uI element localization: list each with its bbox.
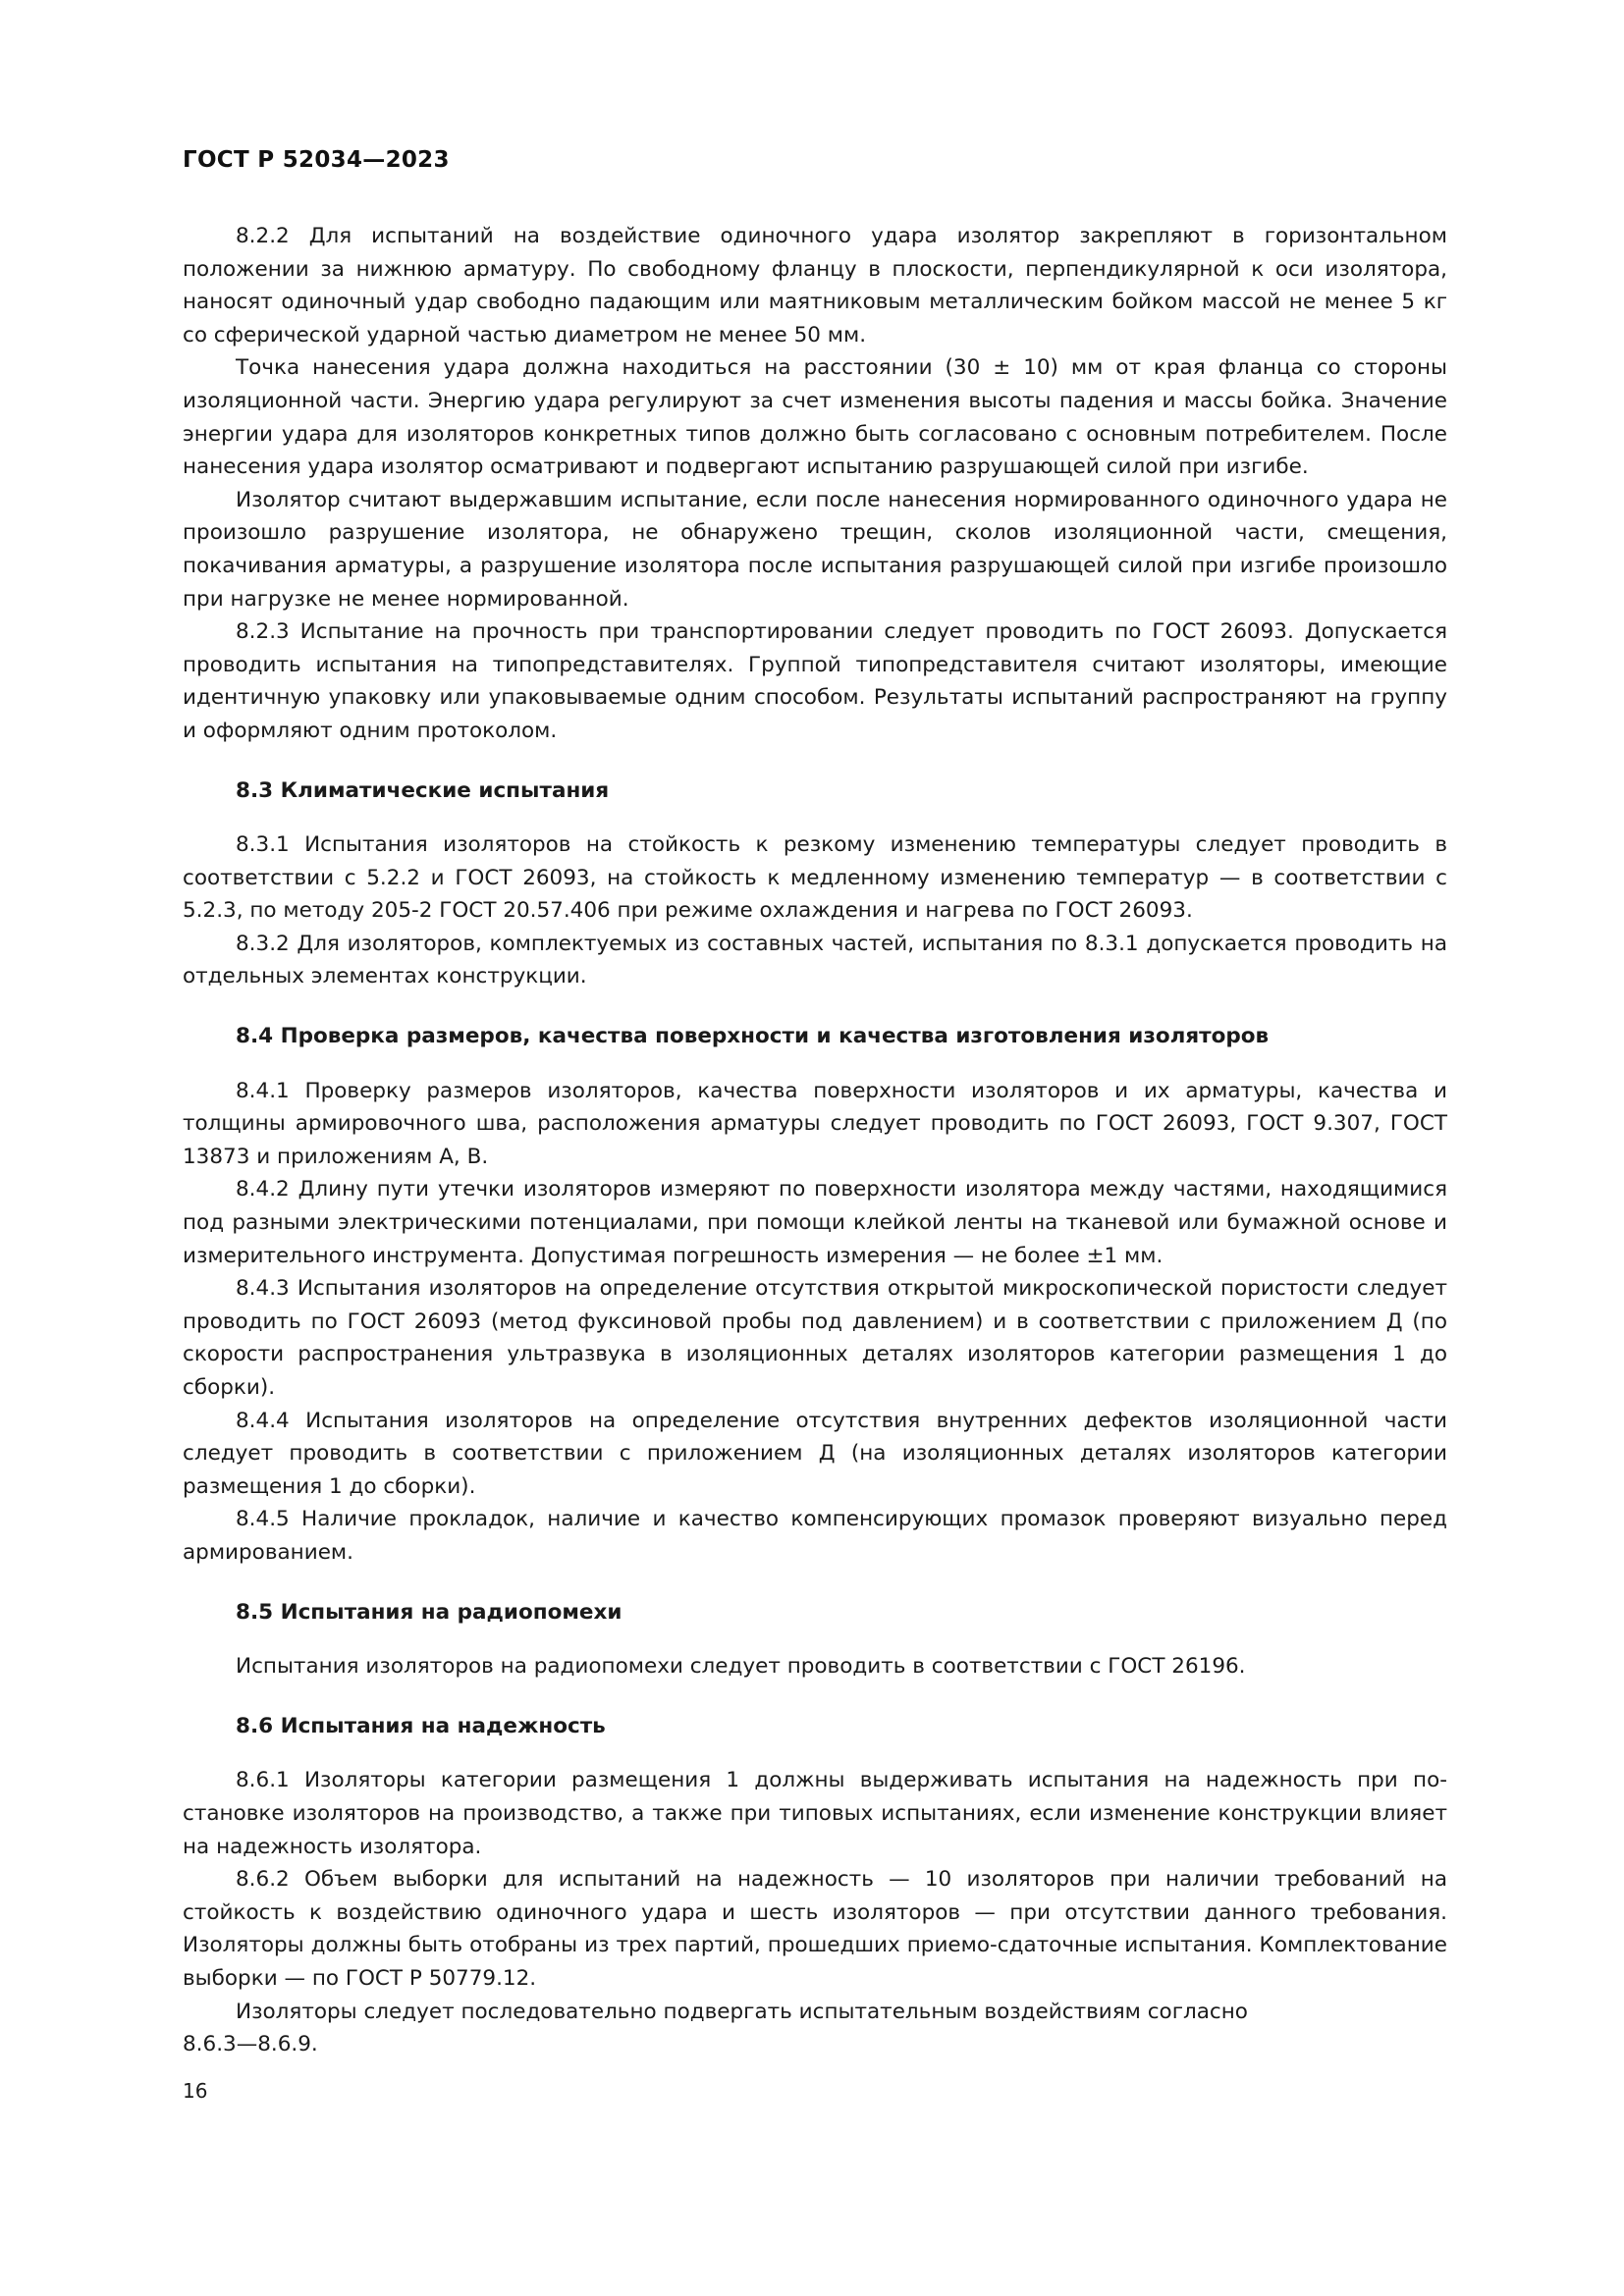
paragraph-pass-criteria: Изолятор считают выдержавшим испытание, если после нанесения нормированного одиночного удара не произошло разрушение изолятора, не обнаружено трещин, сколов изоляционной части, смещения, покачивания арматуры, а разрушение изолятора после испытания разрушающей силой при изгибе произошло при нагрузке не менее нормированной. [183,487,1447,612]
paragraph-8-2-2: 8.2.2 Для испытаний на воздействие одиночного удара изолятор закрепляют в горизонтальном положении за нижнюю арматуру. По свободному фланцу в плоскости, перпендикулярной к оси изолятора, наносят одиночный удар свободно падающим или маятниковым металлическим бойком массой не менее 5 кг со сферической ударной частью диаметром не менее 50 мм. [183,224,1447,347]
paragraph-8-4-5: 8.4.5 Наличие прокладок, наличие и качество компенсирующих промазок проверяют визуально перед армированием. [183,1507,1447,1565]
paragraph-8-6-sequence: Изоляторы следует последовательно подвергать испытательным воздействиям согласно [236,1999,1248,2024]
paragraph-8-2-3: 8.2.3 Испытание на прочность при транспортировании следует проводить по ГОСТ 26093. Допускается проводить испытания на типопредставителях. Группой типопредставителя считают изоляторы, имеющие идентичную упаковку или упаковываемые одним способом. Результаты испытаний распространяют на группу и оформляют одним протоколом. [183,619,1447,743]
page-content [183,147,1447,2061]
paragraph-impact-point: Точка нанесения удара должна находиться на расстоянии (30 ± 10) мм от края фланца со стороны изоляционной части. Энергию удара регулируют за счет изменения высоты падения и массы бойка. Значение энергии удара для изоляторов конкретных типов должно быть согласовано с основным потребителем. После нанесения удара изолятор осматривают и подвергают испытанию разрушающей силой при изгибе. [183,355,1447,480]
paragraph-8-3-1: 8.3.1 Испытания изоляторов на стойкость к резкому изменению температуры следует проводить в соответствии с 5.2.2 и ГОСТ 26093, на стойкость к медленному изменению температур — в соответствии с 5.2.3, по методу 205-2 ГОСТ 20.57.406 при режиме охлаждения и нагрева по ГОСТ 26093. [183,832,1447,924]
heading-8-4: 8.4 Проверка размеров, качества поверхности и качества изготовления изоляторов [236,1024,1270,1049]
paragraph-8-6-1: 8.6.1 Изоляторы категории размещения 1 должны выдерживать испытания на надежность при постановке изоляторов на производство, а также при типовых испытаниях, если изменение конструкции влияет на надежность изолятора. [183,1768,1447,1859]
document-standard-header: ГОСТ Р 52034—2023 [183,147,450,173]
paragraph-8-6-2: 8.6.2 Объем выборки для испытаний на надежность — 10 изоляторов при наличии требований на стойкость к воздействию одиночного удара и шесть изоляторов — при отсутствии данного требования. Изоляторы должны быть отобраны из трех партий, прошедших приемо-сдаточные испытания. Комплектование выборки — по ГОСТ Р 50779.12. [183,1867,1447,1991]
paragraph-8-4-2: 8.4.2 Длину пути утечки изоляторов измеряют по поверхности изолятора между частями, находящимися под разными электрическими потенциалами, при помощи клейкой ленты на тканевой или бумажной основе и измерительного инструмента. Допустимая погрешность измерения — не более ±1 мм. [183,1177,1447,1268]
heading-8-3: 8.3 Климатические испытания [236,777,610,803]
page-number: 16 [183,2079,208,2103]
paragraph-8-5-1: Испытания изоляторов на радиопомехи следует проводить в соответствии с ГОСТ 26196. [236,1654,1246,1680]
paragraph-8-4-1: 8.4.1 Проверку размеров изоляторов, качества поверхности изоляторов и их арматуры, качества и толщины армировочного шва, расположения арматуры следует проводить по ГОСТ 26093, ГОСТ 9.307, ГОСТ 13873 и приложениям А, В. [183,1078,1447,1169]
heading-8-6: 8.6 Испытания на надежность [236,1713,606,1738]
paragraph-8-4-3: 8.4.3 Испытания изоляторов на определение отсутствия открытой микроскопической пористости следует проводить по ГОСТ 26093 (метод фуксиновой пробы под давлением) и в соответствии с приложением Д (по скорости распространения ультразвука в изоляционных деталях изоляторов категории размещения 1 до сборки). [183,1276,1447,1400]
heading-8-5: 8.5 Испытания на радиопомехи [236,1599,623,1625]
paragraph-8-6-sequence-tail: 8.6.3—8.6.9. [183,2032,318,2057]
paragraph-8-3-2: 8.3.2 Для изоляторов, комплектуемых из составных частей, испытания по 8.3.1 допускается проводить на отдельных элементах конструкции. [183,931,1447,989]
paragraph-8-4-4: 8.4.4 Испытания изоляторов на определение отсутствия внутренних дефектов изоляционной части следует проводить в соответствии с приложением Д (на изоляционных деталях изоляторов категории размещения 1 до сборки). [183,1408,1447,1499]
